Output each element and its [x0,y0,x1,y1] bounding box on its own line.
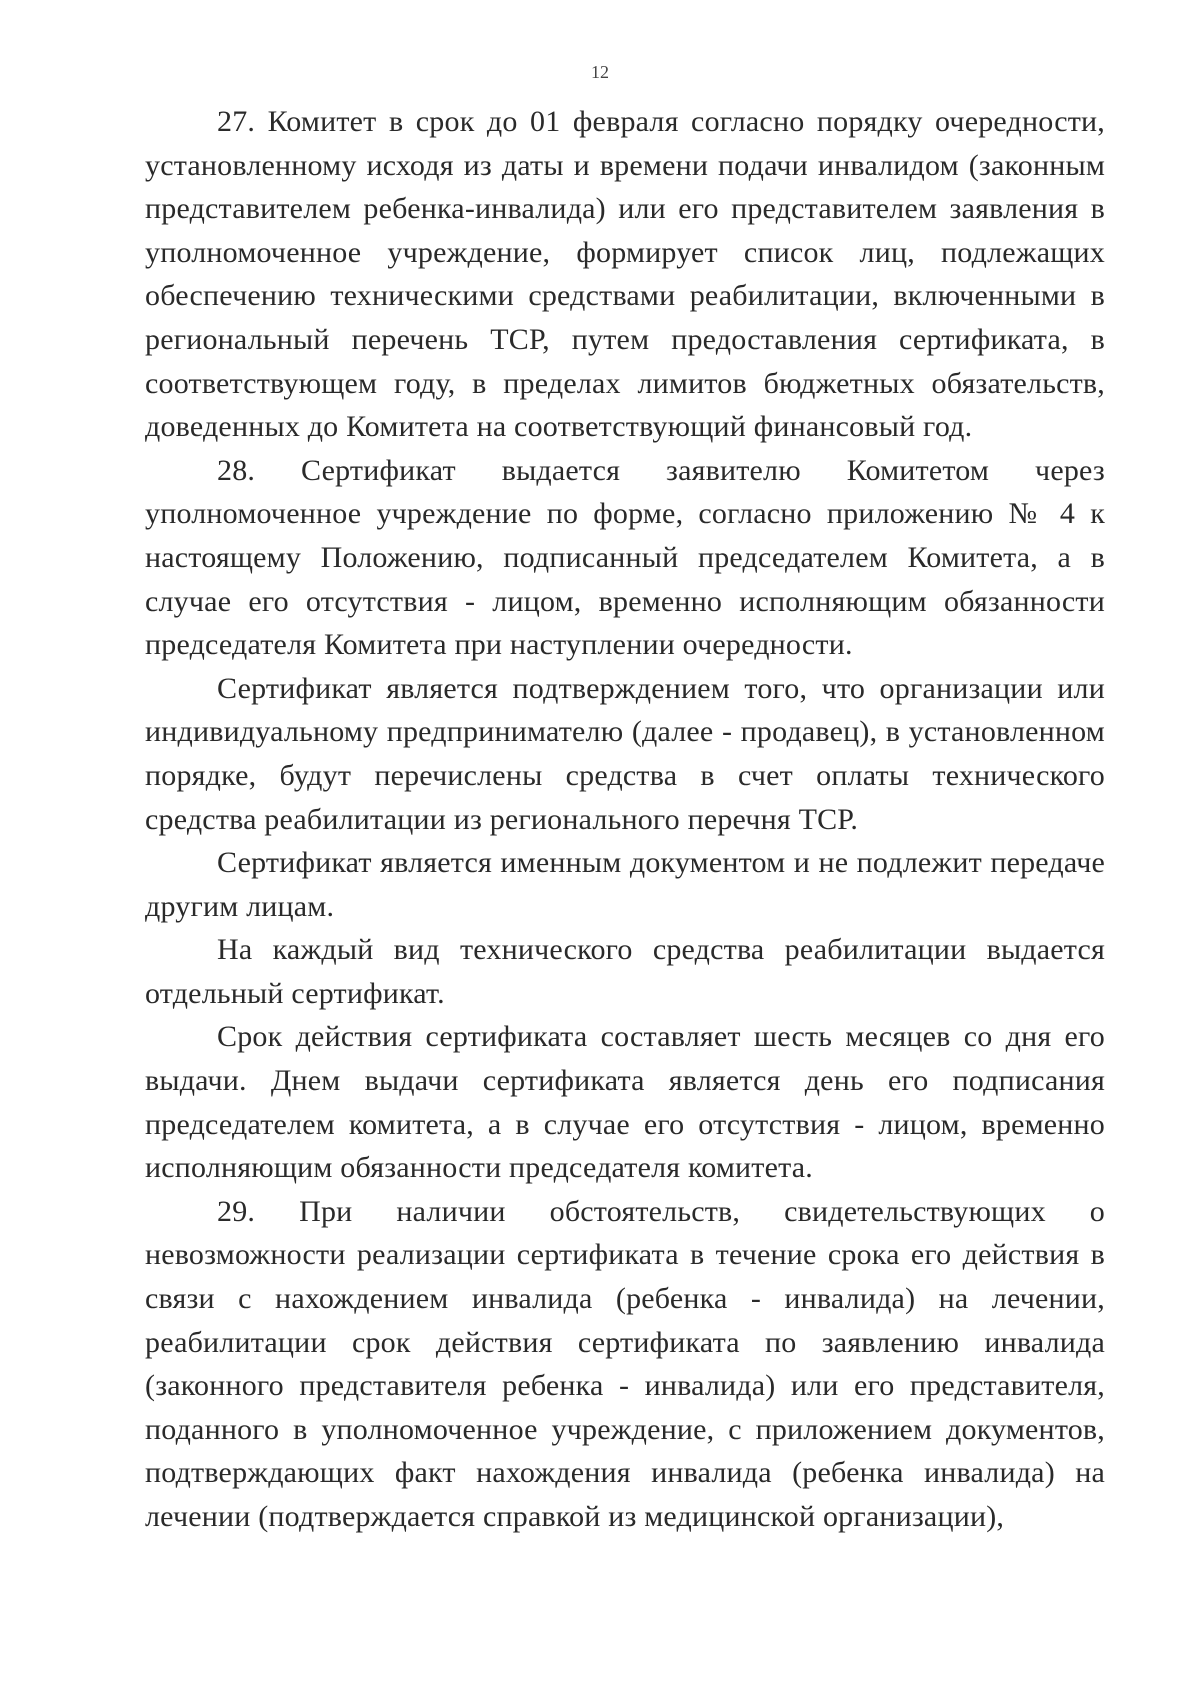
page-number: 12 [591,62,609,82]
document-body [145,100,1105,1539]
paragraph-certificate-validity: Срок действия сертификата составляет шесть месяцев со дня его выдачи. Днем выдачи сертификата является день его подписания председателем комитета, а в случае его отсутствия - лицом, временно исполняющим обязанности председателя комитета. [145,1020,1105,1185]
paragraph-29: 29. При наличии обстоятельств, свидетельствующих о невозможности реализации сертификата в течение срока его действия в связи с нахождением инвалида (ребенка - инвалида) на лечении, реабилитации срок действия сертификата по заявлению инвалида (законного представителя ребенка - инвалида) или его представителя, поданного в уполномоченное учреждение, с приложением документов, подтверждающих факт нахождения инвалида (ребенка инвалида) на лечении (подтверждается справкой из медицинской организации), [145,1194,1105,1533]
paragraph-certificate-personal: Сертификат является именным документом и не подлежит передаче другим лицам. [145,846,1105,923]
paragraph-certificate-confirmation: Сертификат является подтверждением того, что организации или индивидуальному предпринимателю (далее - продавец), в установленном порядке, будут перечислены средства в счет оплаты технического средства реабилитации из регионального перечня ТСР. [145,671,1105,836]
paragraph-certificate-per-type: На каждый вид технического средства реабилитации выдается отдельный сертификат. [145,933,1105,1010]
paragraph-27: 27. Комитет в срок до 01 февраля согласно порядку очередности, установленному исходя из даты и времени подачи инвалидом (законным представителем ребенка-инвалида) или его представителем заявления в уполномоченное учреждение, формирует список лиц, подлежащих обеспечению техническими средствами реабилитации, включенными в региональный перечень ТСР, путем предоставления сертификата, в соответствующем году, в пределах лимитов бюджетных обязательств, доведенных до Комитета на соответствующий финансовый год. [145,105,1105,444]
paragraph-28: 28. Сертификат выдается заявителю Комитетом через уполномоченное учреждение по форме, согласно приложению № 4 к настоящему Положению, подписанный председателем Комитета, а в случае его отсутствия - лицом, временно исполняющим обязанности председателя Комитета при наступлении очередности. [145,453,1105,662]
